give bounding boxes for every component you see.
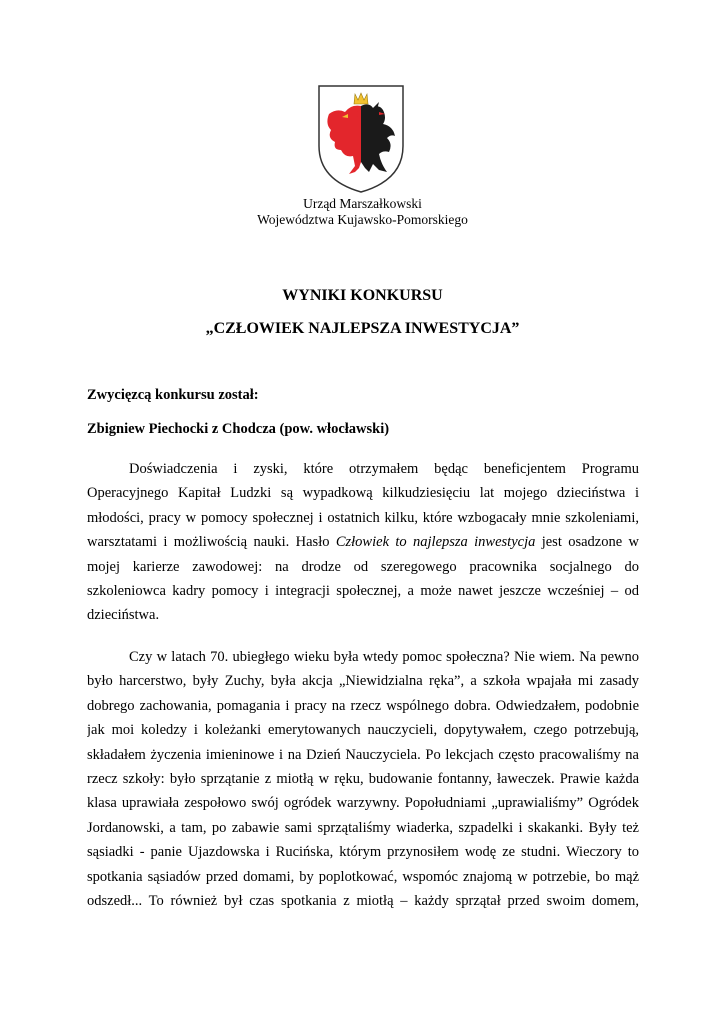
- office-line-2: Województwa Kujawsko-Pomorskiego: [257, 212, 468, 227]
- winner-label: Zwycięzcą konkursu został:: [87, 387, 259, 403]
- paragraph-1: [87, 457, 639, 628]
- paragraph-1-line: dzieciństwa.: [87, 607, 160, 624]
- document-title: WYNIKI KONKURSU: [282, 287, 443, 304]
- coat-of-arms-logo: [315, 84, 407, 194]
- paragraph-1-line: Operacyjnego Kapitał Ludzki są wypadkową kilkudziesięciu lat mojego dzieciństwa i: [87, 485, 639, 502]
- paragraph-1-line: mojej karierze zawodowej: na drodze od szeregowego pracownika socjalnego do: [87, 558, 639, 575]
- contest-name: „CZŁOWIEK NAJLEPSZA INWESTYCJA”: [205, 320, 520, 337]
- paragraph-2-line: sąsiadki - panie Ujazdowska i Rucińska, którym przynosiłem wodę ze studni. Wieczory to: [87, 844, 639, 861]
- issuing-office: [0, 196, 725, 228]
- paragraph-2-line: spotkania sąsiadów przed domami, by poplotkować, wspomóc znajomą w potrzebie, bo mąż: [87, 868, 639, 885]
- office-line-1: Urząd Marszałkowski: [303, 196, 422, 211]
- text-run: warsztatami i możliwością nauki. Hasło: [87, 534, 336, 551]
- paragraph-2-line: Czy w latach 70. ubiegłego wieku była wtedy pomoc społeczna? Nie wiem. Na pewno: [129, 649, 639, 665]
- paragraph-2-line: rzecz szkoły: było sprzątanie z miotłą w ręku, budowanie fontanny, ławeczek. Prawie każda: [87, 770, 639, 787]
- paragraph-2: [87, 645, 639, 913]
- paragraph-2-line: klasa uprawiała zespołowo swój ogródek warzywny. Popołudniami „uprawialiśmy” Ogródek: [87, 795, 639, 812]
- paragraph-1-line: młodości, pracy w pomocy społecznej i ostatnich kilku, które wzbogacały mnie szkoleniami,: [87, 509, 639, 526]
- paragraph-2-line: Jordanowski, a tam, po zabawie sami sprzątaliśmy wiaderka, szpadelki i skakanki. Były też: [87, 819, 639, 836]
- paragraph-2-line: dobrego zachowania, pomagania i pracy na rzecz wspólnego dobra. Odwiedzałem, podobnie: [87, 697, 639, 714]
- paragraph-2-line: składałem życzenia imieninowe i na Dzień Nauczyciela. Po lekcjach często pracowaliśmy na: [87, 746, 639, 763]
- winner-name: Zbigniew Piechocki z Chodcza (pow. włocławski): [87, 421, 390, 437]
- paragraph-2-line: było harcerstwo, były Zuchy, była akcja „Niewidzialna ręka”, a szkoła wpajała mi zasady: [87, 673, 639, 690]
- paragraph-2-line: jak moi koledzy i koleżanki emerytowanych nauczycieli, dopytywałem, czego potrzebują,: [87, 722, 639, 739]
- paragraph-1-line: [87, 530, 639, 554]
- paragraph-1-line: Doświadczenia i zyski, które otrzymałem będąc beneficjentem Programu: [129, 461, 639, 477]
- slogan-emphasis: Człowiek to najlepsza inwestycja: [335, 534, 536, 551]
- paragraph-2-line: odszedł... To również był czas spotkania z miotłą – każdy sprzątał przed swoim domem,: [87, 892, 639, 909]
- text-run: jest osadzone w: [535, 534, 639, 551]
- paragraph-1-line: szkoleniowca kadry pomocy i integracji społecznej, a może nawet jeszcze wcześniej – od: [87, 582, 639, 599]
